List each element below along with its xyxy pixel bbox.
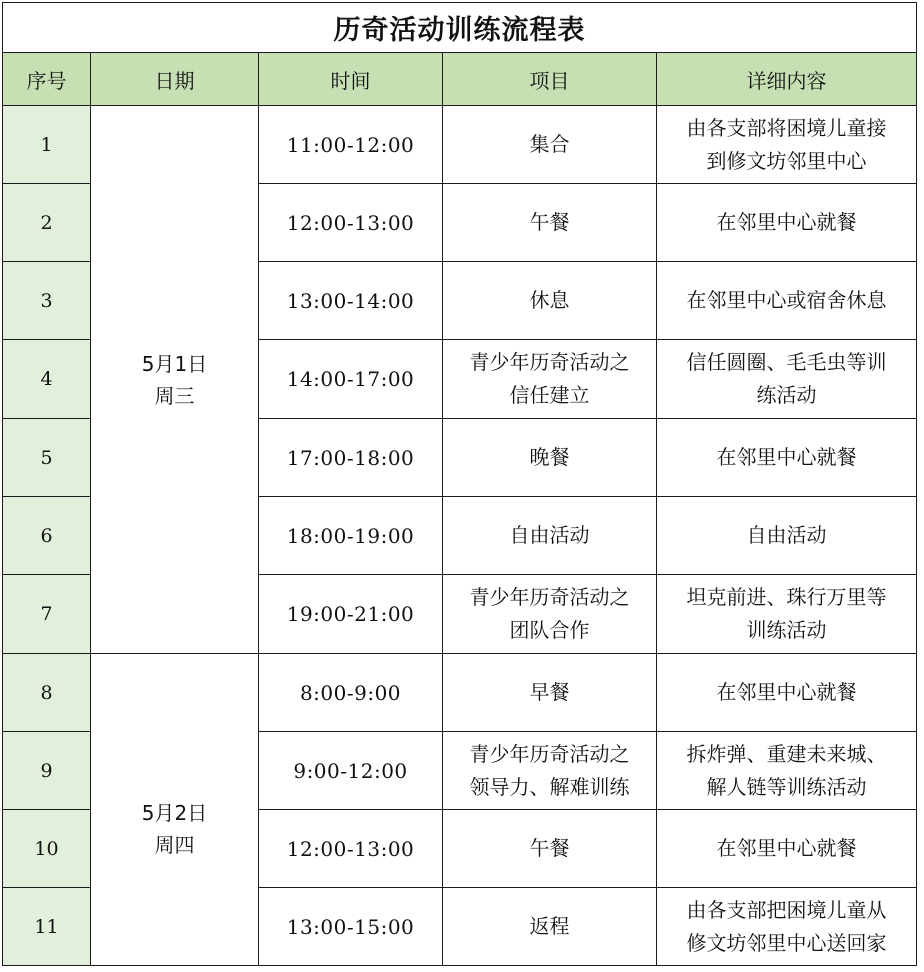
detail-cell xyxy=(657,106,917,184)
row-index: 10 xyxy=(3,810,91,888)
time-cell: 18:00-19:00 xyxy=(259,497,443,575)
item-cell xyxy=(443,184,657,262)
header-date: 日期 xyxy=(91,53,259,106)
item-cell xyxy=(443,888,657,966)
weekday-label: 周四 xyxy=(154,832,195,857)
detail-cell xyxy=(657,497,917,575)
item-cell xyxy=(443,732,657,810)
detail-cell xyxy=(657,575,917,654)
item-cell xyxy=(443,575,657,654)
item-cell xyxy=(443,497,657,575)
schedule-sheet xyxy=(2,2,916,966)
date-label: 5月2日 xyxy=(141,800,208,825)
cell-line: 练活动 xyxy=(756,383,817,407)
row-index: 6 xyxy=(3,497,91,575)
cell-line: 团队合作 xyxy=(509,618,590,642)
time-cell: 9:00-12:00 xyxy=(259,732,443,810)
cell-line: 在邻里中心就餐 xyxy=(716,210,857,234)
item-cell xyxy=(443,106,657,184)
detail-cell xyxy=(657,419,917,497)
row-index: 3 xyxy=(3,262,91,340)
detail-cell xyxy=(657,732,917,810)
cell-line: 训练活动 xyxy=(746,618,827,642)
header-index: 序号 xyxy=(3,53,91,106)
cell-line: 修文坊邻里中心送回家 xyxy=(686,930,887,955)
title-row xyxy=(3,3,917,53)
detail-cell xyxy=(657,184,917,262)
cell-line: 在邻里中心或宿舍休息 xyxy=(686,288,887,312)
row-index: 4 xyxy=(3,340,91,419)
detail-cell xyxy=(657,810,917,888)
cell-line: 午餐 xyxy=(529,836,570,860)
time-cell: 14:00-17:00 xyxy=(259,340,443,419)
row-index: 9 xyxy=(3,732,91,810)
weekday-label: 周三 xyxy=(154,383,195,408)
cell-line: 休息 xyxy=(529,288,570,312)
header-time: 时间 xyxy=(259,53,443,106)
cell-line: 解人链等训练活动 xyxy=(706,774,867,799)
cell-line: 青少年历奇活动之 xyxy=(469,350,630,374)
date-cell xyxy=(91,106,259,654)
header-detail: 详细内容 xyxy=(657,53,917,106)
schedule-table xyxy=(2,2,917,966)
item-cell xyxy=(443,262,657,340)
row-index: 5 xyxy=(3,419,91,497)
table-row xyxy=(3,654,917,732)
cell-line: 午餐 xyxy=(529,210,570,234)
item-cell xyxy=(443,654,657,732)
row-index: 8 xyxy=(3,654,91,732)
cell-line: 由各支部把困境儿童从 xyxy=(686,897,887,922)
cell-line: 拆炸弹、重建未来城、 xyxy=(686,741,887,766)
header-row xyxy=(3,53,917,106)
cell-line: 自由活动 xyxy=(509,523,590,547)
cell-line: 青少年历奇活动之 xyxy=(469,585,630,609)
time-cell: 12:00-13:00 xyxy=(259,810,443,888)
cell-line: 集合 xyxy=(529,132,570,156)
cell-line: 自由活动 xyxy=(746,523,827,547)
item-cell xyxy=(443,419,657,497)
cell-line: 晚餐 xyxy=(529,445,570,469)
date-label: 5月1日 xyxy=(141,351,208,376)
time-cell: 13:00-15:00 xyxy=(259,888,443,966)
time-cell: 12:00-13:00 xyxy=(259,184,443,262)
row-index: 2 xyxy=(3,184,91,262)
time-cell: 11:00-12:00 xyxy=(259,106,443,184)
table-row xyxy=(3,106,917,184)
detail-cell xyxy=(657,888,917,966)
cell-line: 由各支部将困境儿童接 xyxy=(686,115,887,140)
cell-line: 在邻里中心就餐 xyxy=(716,445,857,469)
time-cell: 19:00-21:00 xyxy=(259,575,443,654)
detail-cell xyxy=(657,262,917,340)
cell-line: 在邻里中心就餐 xyxy=(716,680,857,704)
cell-line: 领导力、解难训练 xyxy=(469,774,630,799)
cell-line: 在邻里中心就餐 xyxy=(716,836,857,860)
cell-line: 到修文坊邻里中心 xyxy=(706,148,867,173)
row-index: 1 xyxy=(3,106,91,184)
cell-line: 坦克前进、珠行万里等 xyxy=(686,585,887,609)
time-cell: 8:00-9:00 xyxy=(259,654,443,732)
date-cell xyxy=(91,654,259,966)
cell-line: 早餐 xyxy=(529,680,570,704)
cell-line: 信任建立 xyxy=(509,383,590,407)
row-index: 7 xyxy=(3,575,91,654)
cell-line: 返程 xyxy=(529,914,570,938)
detail-cell xyxy=(657,654,917,732)
cell-line: 信任圆圈、毛毛虫等训 xyxy=(686,350,887,374)
detail-cell xyxy=(657,340,917,419)
row-index: 11 xyxy=(3,888,91,966)
table-title: 历奇活动训练流程表 xyxy=(3,3,917,53)
cell-line: 青少年历奇活动之 xyxy=(469,741,630,766)
time-cell: 13:00-14:00 xyxy=(259,262,443,340)
header-item: 项目 xyxy=(443,53,657,106)
item-cell xyxy=(443,810,657,888)
time-cell: 17:00-18:00 xyxy=(259,419,443,497)
item-cell xyxy=(443,340,657,419)
